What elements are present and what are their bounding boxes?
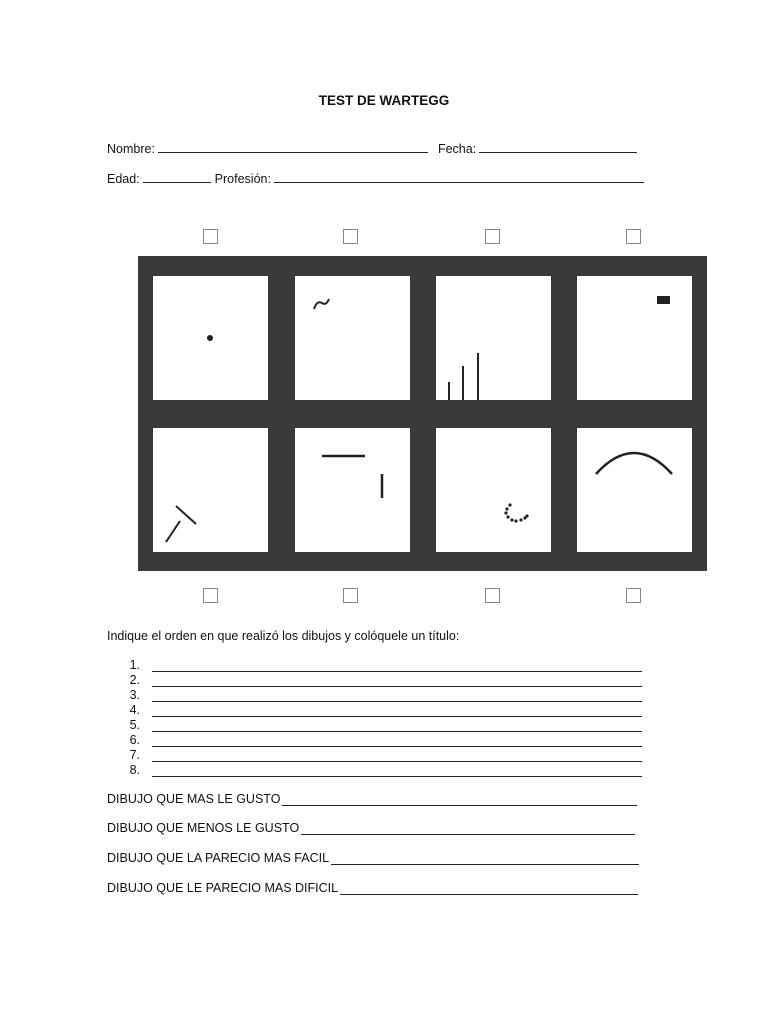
question-mas-facil <box>107 851 639 865</box>
edad-label: Edad: <box>107 172 140 186</box>
field-1-dot[interactable] <box>153 276 268 400</box>
list-number: 4. <box>129 703 140 717</box>
list-item <box>126 702 642 717</box>
list-number: 6. <box>129 733 140 747</box>
fecha-label: Fecha: <box>437 142 477 156</box>
wartegg-board <box>138 256 707 571</box>
checkbox-bottom-3[interactable] <box>485 588 500 603</box>
question-label: DIBUJO QUE MAS LE GUSTO <box>107 792 281 806</box>
list-number: 2. <box>129 673 140 687</box>
checkbox-top-4[interactable] <box>626 229 641 244</box>
nombre-field[interactable] <box>158 141 428 153</box>
list-item <box>126 717 642 732</box>
field-2-wave[interactable] <box>295 276 410 400</box>
edad-row <box>107 171 648 186</box>
list-number: 7. <box>129 748 140 762</box>
list-number: 1. <box>129 658 140 672</box>
answer-field[interactable] <box>282 794 637 806</box>
title-field-8[interactable] <box>152 765 642 777</box>
title-field-5[interactable] <box>152 720 642 732</box>
list-number: 5. <box>129 718 140 732</box>
question-mas-dificil <box>107 881 638 895</box>
checkbox-bottom-2[interactable] <box>343 588 358 603</box>
question-label: DIBUJO QUE LE PARECIO MAS DIFICIL <box>107 881 339 895</box>
field-6-lines[interactable] <box>295 428 410 552</box>
title-field-1[interactable] <box>152 660 642 672</box>
question-label: DIBUJO QUE LA PARECIO MAS FACIL <box>107 851 330 865</box>
answer-field[interactable] <box>331 853 639 865</box>
list-number: 8. <box>129 763 140 777</box>
fecha-field[interactable] <box>479 141 637 153</box>
list-item <box>126 762 642 777</box>
checkbox-bottom-1[interactable] <box>203 588 218 603</box>
answer-field[interactable] <box>340 883 638 895</box>
nombre-row <box>107 141 641 156</box>
profesion-field[interactable] <box>274 171 644 183</box>
title-field-3[interactable] <box>152 690 642 702</box>
checkbox-top-2[interactable] <box>343 229 358 244</box>
list-number: 3. <box>129 688 140 702</box>
checkbox-top-1[interactable] <box>203 229 218 244</box>
page-title: TEST DE WARTEGG <box>318 93 450 108</box>
order-list <box>126 657 642 777</box>
list-item <box>126 657 642 672</box>
profesion-label: Profesión: <box>214 172 271 186</box>
list-item <box>126 672 642 687</box>
field-4-square[interactable] <box>577 276 692 400</box>
answer-field[interactable] <box>301 823 635 835</box>
instruction-text: Indique el orden en que realizó los dibujos y colóquele un título: <box>107 629 460 643</box>
title-field-6[interactable] <box>152 735 642 747</box>
edad-field[interactable] <box>143 171 211 183</box>
field-7-dots[interactable] <box>436 428 551 552</box>
list-item <box>126 732 642 747</box>
field-5-lines[interactable] <box>153 428 268 552</box>
question-label: DIBUJO QUE MENOS LE GUSTO <box>107 821 300 835</box>
nombre-label: Nombre: <box>107 142 155 156</box>
field-3-bars[interactable] <box>436 276 551 400</box>
checkbox-top-3[interactable] <box>485 229 500 244</box>
checkbox-bottom-4[interactable] <box>626 588 641 603</box>
title-field-4[interactable] <box>152 705 642 717</box>
list-item <box>126 747 642 762</box>
field-8-arc[interactable] <box>577 428 692 552</box>
title-field-7[interactable] <box>152 750 642 762</box>
question-menos-gusto <box>107 821 635 835</box>
list-item <box>126 687 642 702</box>
question-mas-gusto <box>107 792 637 806</box>
title-field-2[interactable] <box>152 675 642 687</box>
